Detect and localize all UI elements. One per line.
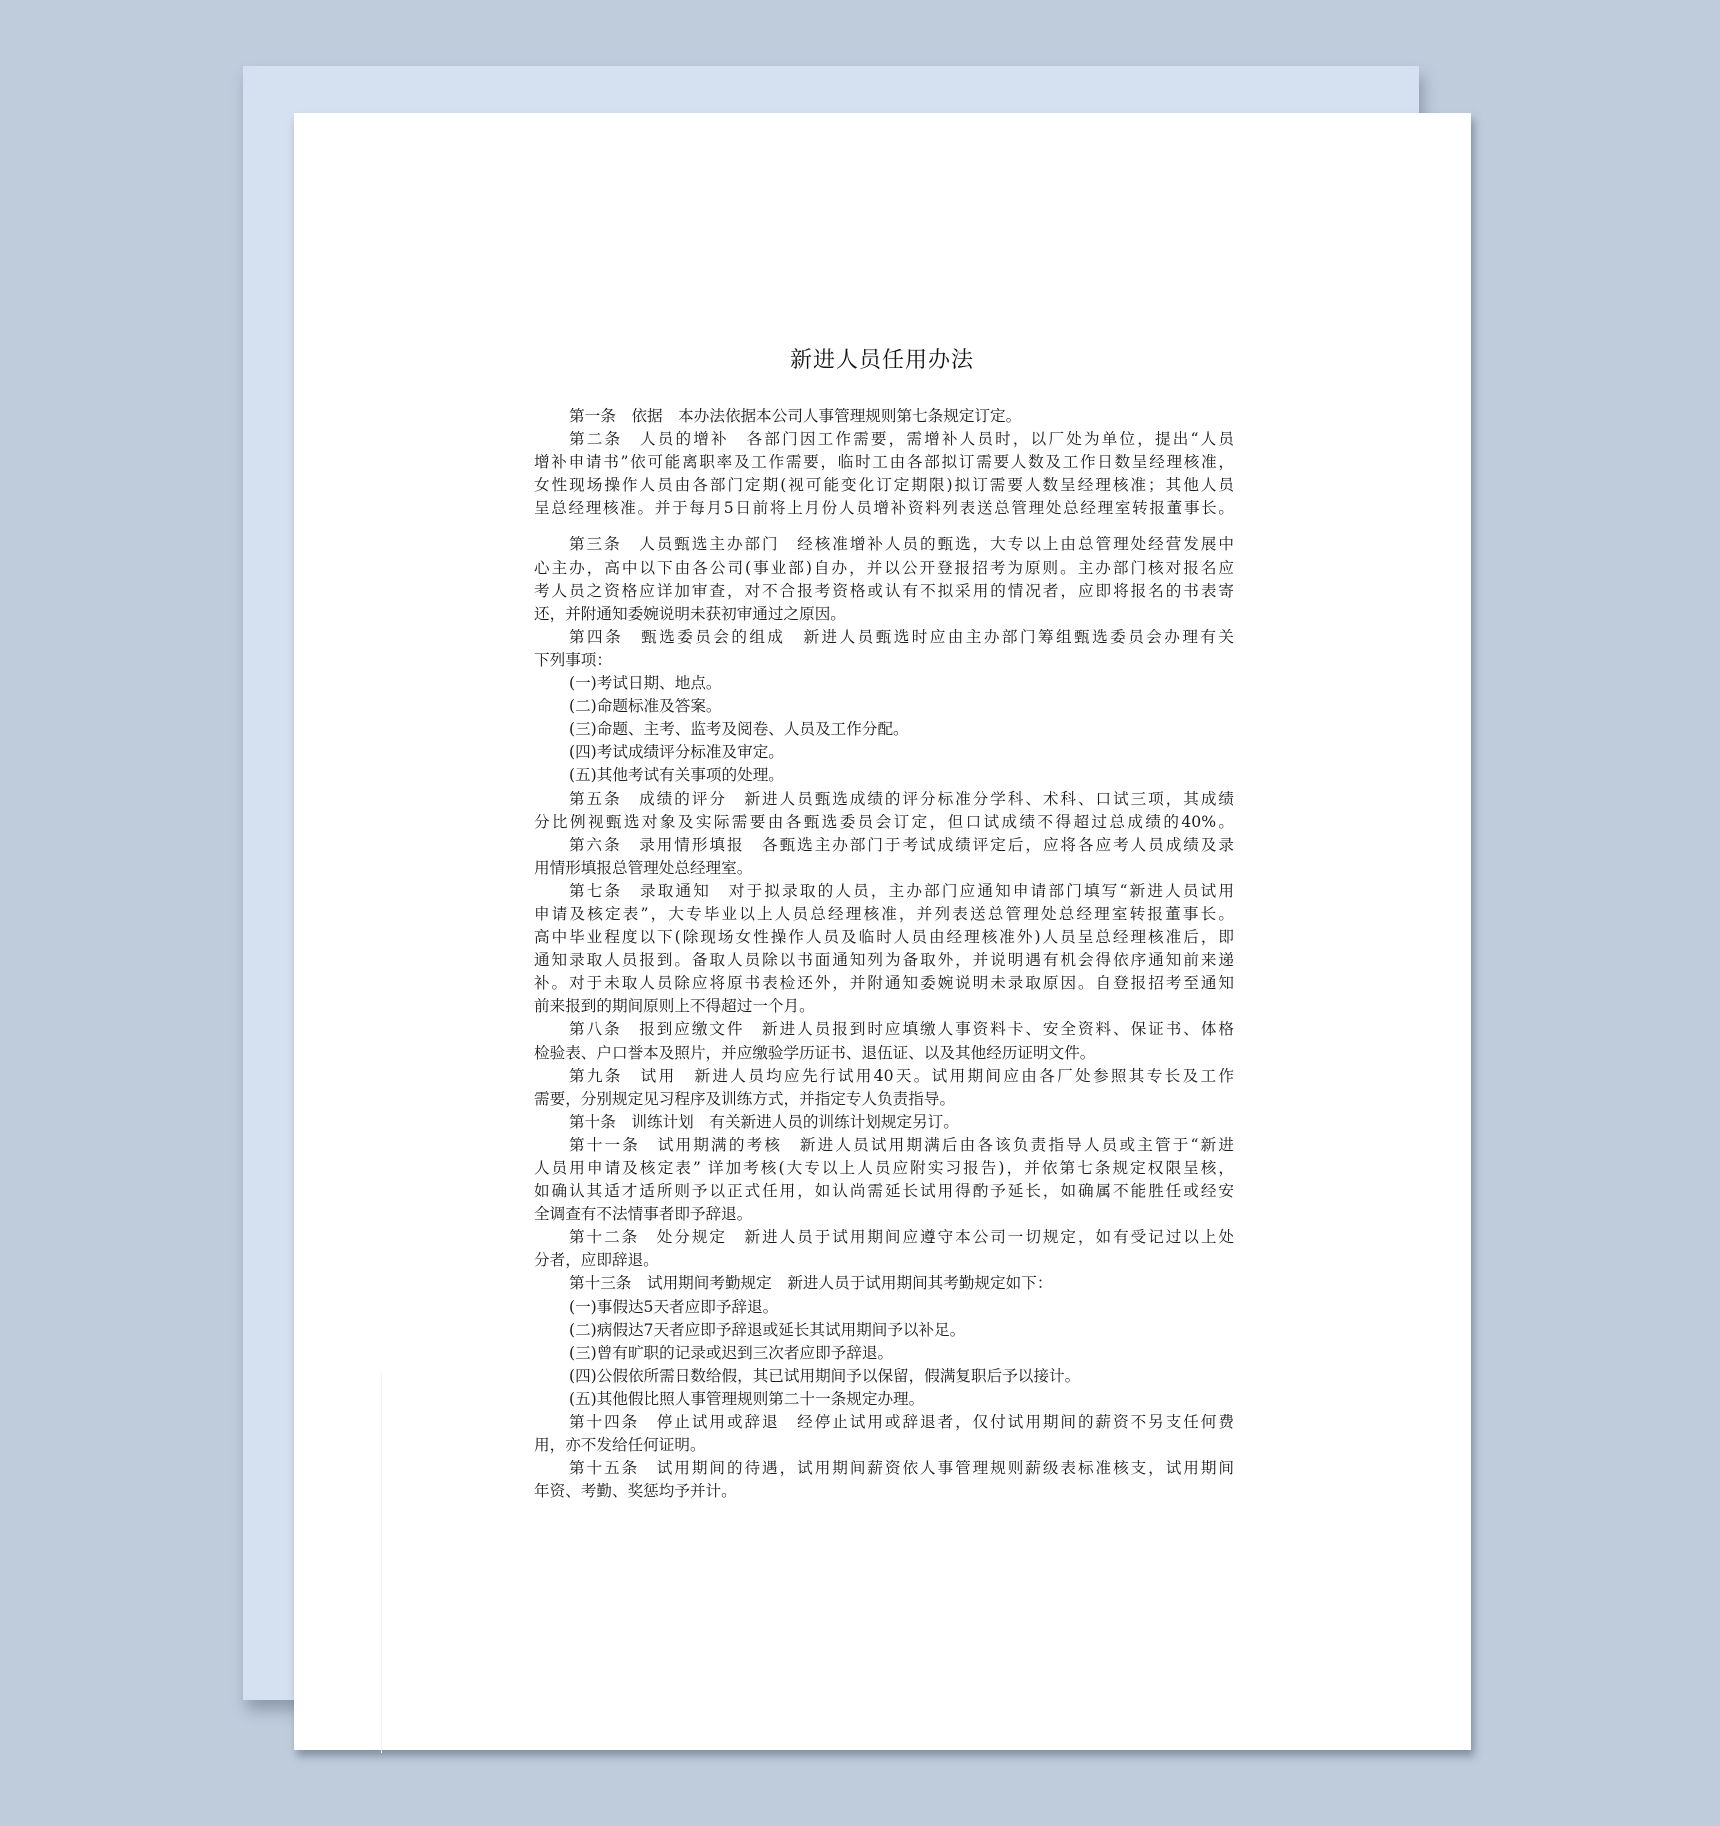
document-text-line: (三)命题、主考、监考及阅卷、人员及工作分配。 (569, 720, 909, 739)
document-text-line: 呈总经理核准。并于每月5日前将上月份人员增补资料列表送总管理处总经理室转报董事长。 (534, 499, 1234, 518)
document-text-line: (二)病假达7天者应即予辞退或延长其试用期间予以补足。 (569, 1320, 966, 1339)
document-text-line: 第八条 报到应缴文件 新进人员报到时应填缴人事资料卡、安全资料、保证书、体格 (569, 1020, 1234, 1039)
document-text-line: 需要，分别规定见习程序及训练方式，并指定专人负责指导。 (534, 1089, 956, 1108)
document-text-line: 人员用申请及核定表” 详加考核(大专以上人员应附实习报告)，并依第七条规定权限呈核， (534, 1159, 1234, 1177)
document-text-line: 第二条 人员的增补 各部门因工作需要，需增补人员时，以厂处为单位，提出“人员 (569, 430, 1234, 449)
document-body (534, 405, 1234, 1503)
document-text-line: 第四条 甄选委员会的组成 新进人员甄选时应由主办部门筹组甄选委员会办理有关 (569, 627, 1234, 646)
document-text-line: 第十一条 试用期满的考核 新进人员试用期满后由各该负责指导人员或主管于“新进 (569, 1135, 1234, 1154)
document-text-line: 第七条 录取通知 对于拟录取的人员，主办部门应通知申请部门填写“新进人员试用 (569, 881, 1234, 900)
document-text-line: (二)命题标准及答案。 (569, 697, 722, 716)
document-text-line: 下列事项： (534, 650, 612, 669)
document-text-line: 第十四条 停止试用或辞退 经停止试用或辞退者，仅付试用期间的薪资不另支任何费 (569, 1413, 1234, 1432)
document-text-line: 前来报到的期间原则上不得超过一个月。 (534, 997, 815, 1016)
document-text-line: 第十三条 试用期间考勤规定 新进人员于试用期间其考勤规定如下： (569, 1274, 1053, 1293)
document-text-line: (三)曾有旷职的记录或迟到三次者应即予辞退。 (569, 1343, 894, 1362)
document-text-line: 申请及核定表”，大专毕业以上人员总经理核准，并列表送总管理处总经理室转报董事长。 (534, 904, 1234, 923)
document-text-line: 还，并附通知委婉说明未获初审通过之原因。 (534, 604, 846, 623)
document-text-line: 年资、考勤、奖惩均予并计。 (534, 1482, 737, 1501)
document-text-line: 第九条 试用 新进人员均应先行试用40天。试用期间应由各厂处参照其专长及工作 (569, 1066, 1234, 1085)
document-text-line: 如确认其适才适所则予以正式任用，如认尚需延长试用得酌予延长，如确属不能胜任或经安 (534, 1182, 1234, 1201)
document-text-line: 第十二条 处分规定 新进人员于试用期间应遵守本公司一切规定，如有受记过以上处 (569, 1228, 1234, 1247)
document-text-line: 第十五条 试用期间的待遇，试用期间薪资依人事管理规则薪级表标准核支，试用期间 (569, 1459, 1234, 1478)
document-text-line: 全调查有不法情事者即予辞退。 (534, 1205, 753, 1224)
document-text-line: 增补申请书”依可能离职率及工作需要，临时工由各部拟订需要人数及工作日数呈经理核准， (534, 453, 1234, 472)
document-text-line: 女性现场操作人员由各部门定期(视可能变化订定期限)拟订需要人数呈经理核准；其他人员 (534, 476, 1234, 495)
paragraph-gap (534, 520, 1234, 533)
document-title: 新进人员任用办法 (789, 348, 974, 373)
document-text-line: 用，亦不发给任何证明。 (534, 1436, 706, 1455)
document-text-line: (五)其他假比照人事管理规则第二十一条规定办理。 (569, 1389, 925, 1408)
document-text-line: 检验表、户口誉本及照片，并应缴验学历证书、退伍证、以及其他经历证明文件。 (534, 1043, 1096, 1062)
document-text-line: 通知录取人员报到。备取人员除以书面通知列为备取外，并说明遇有机会得依序通知前来递 (534, 951, 1234, 970)
document-text-line: 心主办，高中以下由各公司(事业部)自办，并以公开登报招考为原则。主办部门核对报名应 (534, 558, 1234, 577)
document-text-line: 补。对于未取人员除应将原书表检还外，并附通知委婉说明未录取原因。自登报招考至通知 (534, 974, 1234, 993)
document-text-line: 分比例视甄选对象及实际需要由各甄选委员会订定，但口试成绩不得超过总成绩的40%。 (534, 812, 1234, 831)
document-text-line: (四)考试成绩评分标准及审定。 (569, 743, 784, 762)
document-text-line: 第一条 依据 本办法依据本公司人事管理规则第七条规定订定。 (569, 407, 1022, 425)
document-text-line: 第十条 训练计划 有关新进人员的训练计划规定另订。 (569, 1112, 959, 1131)
document-text-line: 分者，应即辞退。 (534, 1251, 659, 1270)
margin-guide-line (381, 1373, 382, 1753)
document-text-line: (五)其他考试有关事项的处理。 (569, 766, 784, 785)
document-text-line: 用情形填报总管理处总经理室。 (534, 858, 753, 877)
document-text-line: 第三条 人员甄选主办部门 经核准增补人员的甄选，大专以上由总管理处经营发展中 (569, 535, 1234, 554)
document-text-line: 第六条 录用情形填报 各甄选主办部门于考试成绩评定后，应将各应考人员成绩及录 (569, 835, 1234, 854)
front-page-sheet (294, 113, 1471, 1750)
document-text-line: 考人员之资格应详加审查，对不合报考资格或认有不拟采用的情况者，应即将报名的书表寄 (534, 581, 1234, 600)
document-text-line: (一)事假达5天者应即予辞退。 (569, 1297, 779, 1316)
document-text-line: (四)公假依所需日数给假，其已试用期间予以保留，假满复职后予以接计。 (569, 1366, 1081, 1385)
document-text-line: (一)考试日期、地点。 (569, 674, 722, 693)
document-text-line: 第五条 成绩的评分 新进人员甄选成绩的评分标准分学科、术科、口试三项，其成绩 (569, 789, 1234, 808)
document-text-line: 高中毕业程度以下(除现场女性操作人员及临时人员由经理核准外)人员呈总经理核准后，即 (534, 928, 1234, 947)
